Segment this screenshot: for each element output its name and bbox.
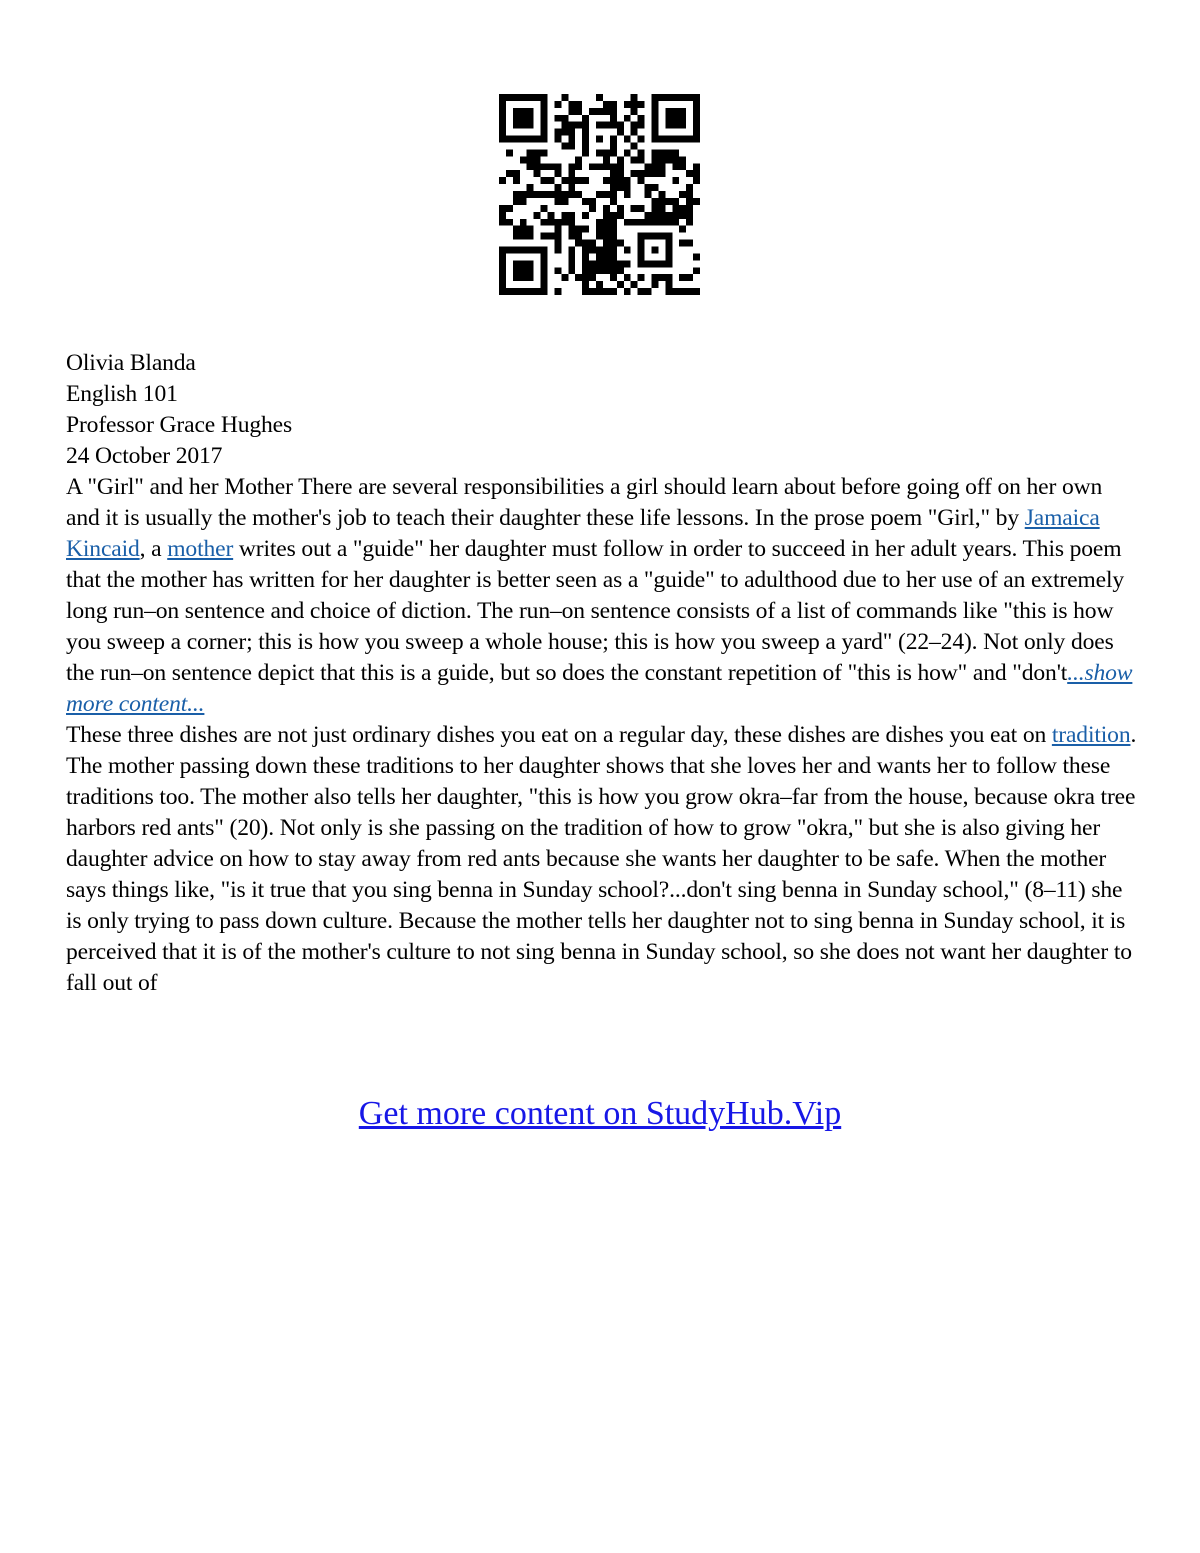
essay-document <box>66 348 1138 999</box>
essay-date: 24 October 2017 <box>66 443 223 469</box>
show-more-link[interactable]: ...show more content... <box>66 660 1133 717</box>
footer <box>0 1094 1200 1134</box>
paragraph-1-text-a: A "Girl" and her Mother There are several responsibilities a girl should learn about before going off on her own and it is usually the mother's job to teach their daughter these life lessons. In the prose poem "Girl," by <box>66 474 1103 531</box>
paragraph-1-text-b: , a <box>139 536 168 562</box>
link-jamaica-kincaid[interactable]: Jamaica Kincaid <box>66 505 1100 562</box>
studyhub-link[interactable]: Get more content on StudyHub.Vip <box>358 1095 842 1132</box>
professor-name: Professor Grace Hughes <box>66 412 293 438</box>
paragraph-2 <box>66 720 1138 999</box>
paragraph-2-text-a: These three dishes are not just ordinary dishes you eat on a regular day, these dishes are dishes you eat on <box>66 722 1052 748</box>
paragraph-2-text-b: . The mother passing down these traditions to her daughter shows that she loves her and wants her to follow these traditions too. The mother also tells her daughter, "this is how you grow okra–far from the house, because okra tree harbors red ants" (20). Not only is she passing on the tradition of how to grow "okra," but she is also giving her daughter advice on how to stay away from red ants because she wants her daughter to be safe. When the mother says things like, "is it true that you sing benna in Sunday school?...don't sing benna in Sunday school," (8–11) she is only trying to pass down culture. Because the mother tells her daughter not to sing benna in Sunday school, it is perceived that it is of the mother's culture to not sing benna in Sunday school, so she does not want her daughter to fall out of <box>66 722 1137 996</box>
paragraph-1-text-c: writes out a "guide" her daughter must follow in order to succeed in her adult years. This poem that the mother has written for her daughter is better seen as a "guide" to adulthood due to her use of an extremely long run–on sentence and choice of diction. The run–on sentence consists of a list of commands like "this is how you sweep a corner; this is how you sweep a whole house; this is how you sweep a yard" (22–24). Not only does the run–on sentence depict that this is a guide, but so does the constant repetition of "this is how" and "don't <box>66 536 1124 686</box>
paragraph-1 <box>66 472 1138 720</box>
link-mother[interactable]: mother <box>167 536 234 562</box>
qr-code-graphic <box>499 94 700 295</box>
link-tradition[interactable]: tradition <box>1051 722 1131 748</box>
course-name: English 101 <box>66 381 178 407</box>
student-name: Olivia Blanda <box>66 350 196 376</box>
qr-code-modules <box>499 94 700 295</box>
qr-code-icon <box>499 94 700 295</box>
